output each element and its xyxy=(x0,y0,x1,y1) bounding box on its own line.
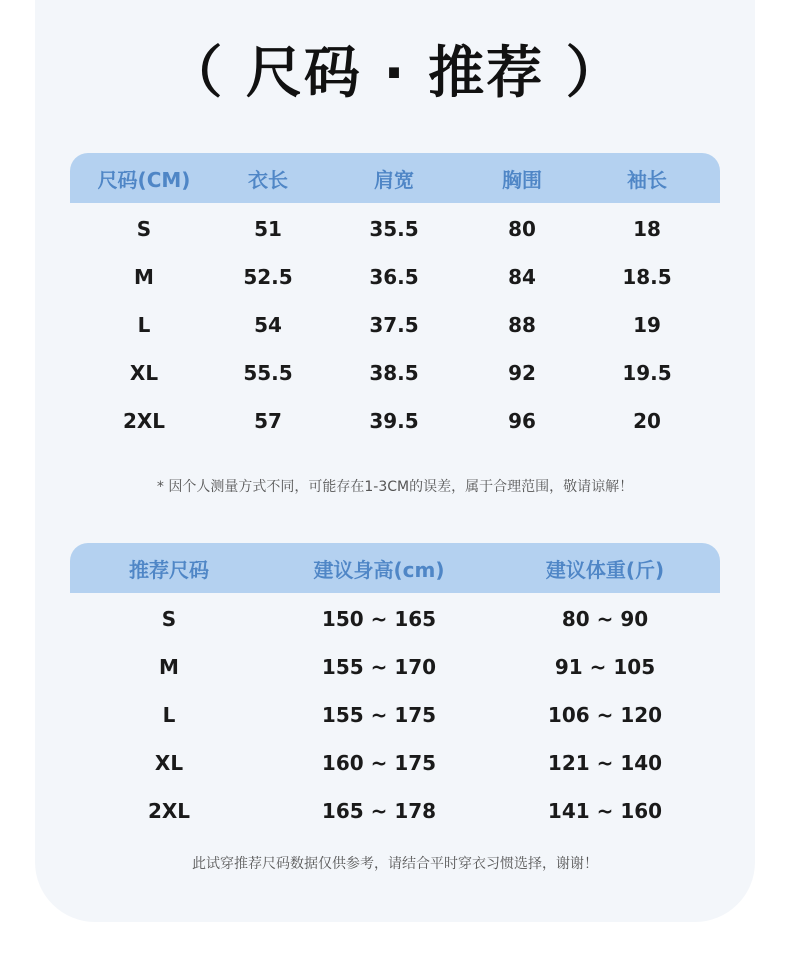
table-cell: 80 xyxy=(508,217,536,241)
table-cell: 38.5 xyxy=(369,361,419,385)
header-height: 建议身高(cm) xyxy=(313,557,445,582)
header-length: 衣长 xyxy=(248,167,288,192)
table-cell: 55.5 xyxy=(243,361,293,385)
size-table xyxy=(70,153,720,445)
recommend-table-header xyxy=(70,543,720,593)
header-size-cm: 尺码(CM) xyxy=(97,167,191,192)
table-cell: 80 ~ 90 xyxy=(561,607,649,631)
table-cell: XL xyxy=(154,751,184,775)
table-cell: 84 xyxy=(508,265,536,289)
table-cell: L xyxy=(137,313,151,337)
table-cell: S xyxy=(136,217,152,241)
recommend-note: 此试穿推荐尺码数据仅供参考，请结合平时穿衣习惯选择，谢谢！ xyxy=(192,856,598,872)
recommend-table xyxy=(70,543,720,835)
header-recommended-size: 推荐尺码 xyxy=(129,557,209,582)
header-shoulder: 肩宽 xyxy=(374,167,414,192)
table-row xyxy=(70,739,720,787)
table-row xyxy=(70,643,720,691)
table-cell: 18.5 xyxy=(622,265,672,289)
table-cell: 121 ~ 140 xyxy=(547,751,663,775)
size-table-body xyxy=(70,203,720,445)
table-cell: 19.5 xyxy=(622,361,672,385)
table-cell: 19 xyxy=(633,313,661,337)
table-cell: 165 ~ 178 xyxy=(321,799,437,823)
table-row xyxy=(70,253,720,301)
header-weight: 建议体重(斤) xyxy=(545,557,665,582)
table-cell: L xyxy=(162,703,176,727)
table-cell: 2XL xyxy=(147,799,191,823)
table-cell: 91 ~ 105 xyxy=(554,655,656,679)
table-row xyxy=(70,691,720,739)
table-cell: 39.5 xyxy=(369,409,419,433)
table-cell: 2XL xyxy=(122,409,166,433)
size-note: * 因个人测量方式不同，可能存在1-3CM的误差，属于合理范围，敬请谅解！ xyxy=(156,479,634,495)
table-cell: 36.5 xyxy=(369,265,419,289)
table-cell: 96 xyxy=(508,409,536,433)
table-cell: 106 ~ 120 xyxy=(547,703,663,727)
header-sleeve: 袖长 xyxy=(627,167,667,192)
table-cell: 18 xyxy=(633,217,661,241)
page-title: （ 尺码 · 推荐 ） xyxy=(166,41,624,106)
table-cell: 37.5 xyxy=(369,313,419,337)
recommend-table-body xyxy=(70,593,720,835)
table-cell: 155 ~ 170 xyxy=(321,655,437,679)
table-cell: S xyxy=(161,607,177,631)
table-cell: XL xyxy=(129,361,159,385)
table-row xyxy=(70,787,720,835)
size-table-header xyxy=(70,153,720,203)
table-cell: 51 xyxy=(254,217,282,241)
table-row xyxy=(70,205,720,253)
table-cell: 54 xyxy=(254,313,282,337)
table-cell: M xyxy=(159,655,179,679)
table-cell: 150 ~ 165 xyxy=(321,607,437,631)
table-row xyxy=(70,595,720,643)
table-cell: 35.5 xyxy=(369,217,419,241)
table-cell: 52.5 xyxy=(243,265,293,289)
table-cell: 155 ~ 175 xyxy=(321,703,437,727)
table-row xyxy=(70,397,720,445)
header-chest: 胸围 xyxy=(502,167,542,192)
table-cell: 57 xyxy=(254,409,282,433)
table-row xyxy=(70,301,720,349)
table-cell: 141 ~ 160 xyxy=(547,799,663,823)
table-cell: 20 xyxy=(633,409,661,433)
table-cell: 160 ~ 175 xyxy=(321,751,437,775)
table-cell: 88 xyxy=(508,313,536,337)
table-cell: 92 xyxy=(508,361,536,385)
table-row xyxy=(70,349,720,397)
table-cell: M xyxy=(134,265,154,289)
